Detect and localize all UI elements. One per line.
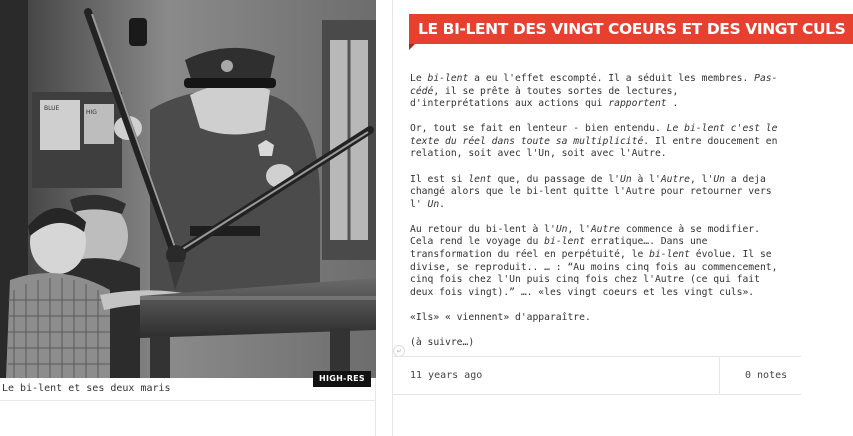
- photo-caption: Le bi-lent et ses deux maris: [2, 383, 171, 394]
- post-timestamp-link[interactable]: 11 years ago: [410, 370, 483, 381]
- text-run: évolue. Il se divise, se reproduit.. … : “Au moins cinq fois au commencement, cinq fois chez l'Un puis cinq fois chez l'Autre (ce qui fait deux fois vingt).” …. «les vingt coeurs et les vingt culs».: [410, 249, 778, 298]
- footer-column-divider: [719, 356, 720, 394]
- bulletin-sign: BLUE: [44, 105, 60, 112]
- text-run: Au retour du bi-lent à l': [410, 223, 556, 235]
- text-run: que, du passage de l': [491, 173, 620, 185]
- text-run: (à suivre…): [410, 337, 475, 348]
- text-run: «Ils» « viennent» d'apparaître.: [410, 311, 591, 323]
- italic-text: lent: [468, 173, 492, 185]
- text-run: a deja changé alors que le bi-lent quitte l'Autre pour retourner vers l': [410, 173, 772, 210]
- text-run: commence à se modifier. Cela rend le voyage du: [410, 223, 760, 248]
- italic-text: Pas-cédé: [410, 73, 778, 97]
- text-run: . Il entre doucement en relation, soit avec l'Un, soit avec l'Autre.: [410, 135, 778, 160]
- text-run: Or, tout se fait en lenteur - bien entendu.: [410, 123, 667, 135]
- post-footer-divider: [0, 400, 376, 401]
- text-run: a eu l'effet escompté. Il a séduit les membres.: [468, 73, 755, 84]
- post-photo[interactable]: [0, 0, 376, 378]
- italic-text: Autre: [590, 223, 620, 235]
- text-post: [392, 0, 846, 436]
- body-paragraph: [410, 224, 782, 300]
- post-footer-divider: [393, 394, 801, 395]
- body-paragraph: [410, 73, 782, 111]
- text-run: .: [666, 98, 679, 110]
- text-run: , l': [690, 173, 714, 185]
- body-paragraph: [410, 337, 782, 350]
- title-banner-fold: [409, 44, 415, 50]
- italic-text: Un: [427, 198, 440, 210]
- photo-post: [0, 0, 376, 436]
- italic-text: Un: [555, 223, 568, 235]
- text-run: , l': [567, 223, 591, 235]
- italic-text: Le bi-lent c'est le texte du réel dans toute sa multiplicité: [410, 123, 778, 147]
- photo-illustration: [0, 0, 376, 378]
- reblog-mark-icon: ↩: [393, 345, 405, 357]
- high-res-badge[interactable]: HIGH-RES: [313, 371, 371, 387]
- body-paragraph: [410, 123, 782, 161]
- italic-text: Un: [619, 173, 632, 185]
- text-run: Le: [410, 73, 428, 84]
- post-body: [410, 73, 782, 362]
- post-notes-link[interactable]: 0 notes: [745, 370, 788, 381]
- italic-text: Un: [713, 173, 726, 185]
- italic-text: rapportent: [608, 98, 667, 110]
- text-run: , il se prête à toutes sortes de lectures, d'interprétations aux actions qui: [410, 85, 679, 110]
- body-paragraph: [410, 312, 782, 325]
- post-footer-divider: [393, 356, 801, 357]
- body-paragraph: [410, 174, 782, 212]
- post-title[interactable]: LE BI-LENT DES VINGT COEURS ET DES VINGT CULS: [409, 14, 853, 44]
- text-run: à l': [631, 173, 661, 185]
- svg-text:HIG: HIG: [86, 109, 97, 116]
- italic-text: Autre: [660, 173, 690, 185]
- text-run: erratique…. Dans une transformation du réel en perpétuité, le: [410, 236, 708, 261]
- italic-text: bi-lent: [427, 73, 469, 84]
- italic-text: bi-lent: [649, 249, 690, 261]
- italic-text: bi-lent: [544, 236, 585, 248]
- text-run: Il est si: [410, 173, 469, 185]
- text-run: .: [439, 198, 446, 210]
